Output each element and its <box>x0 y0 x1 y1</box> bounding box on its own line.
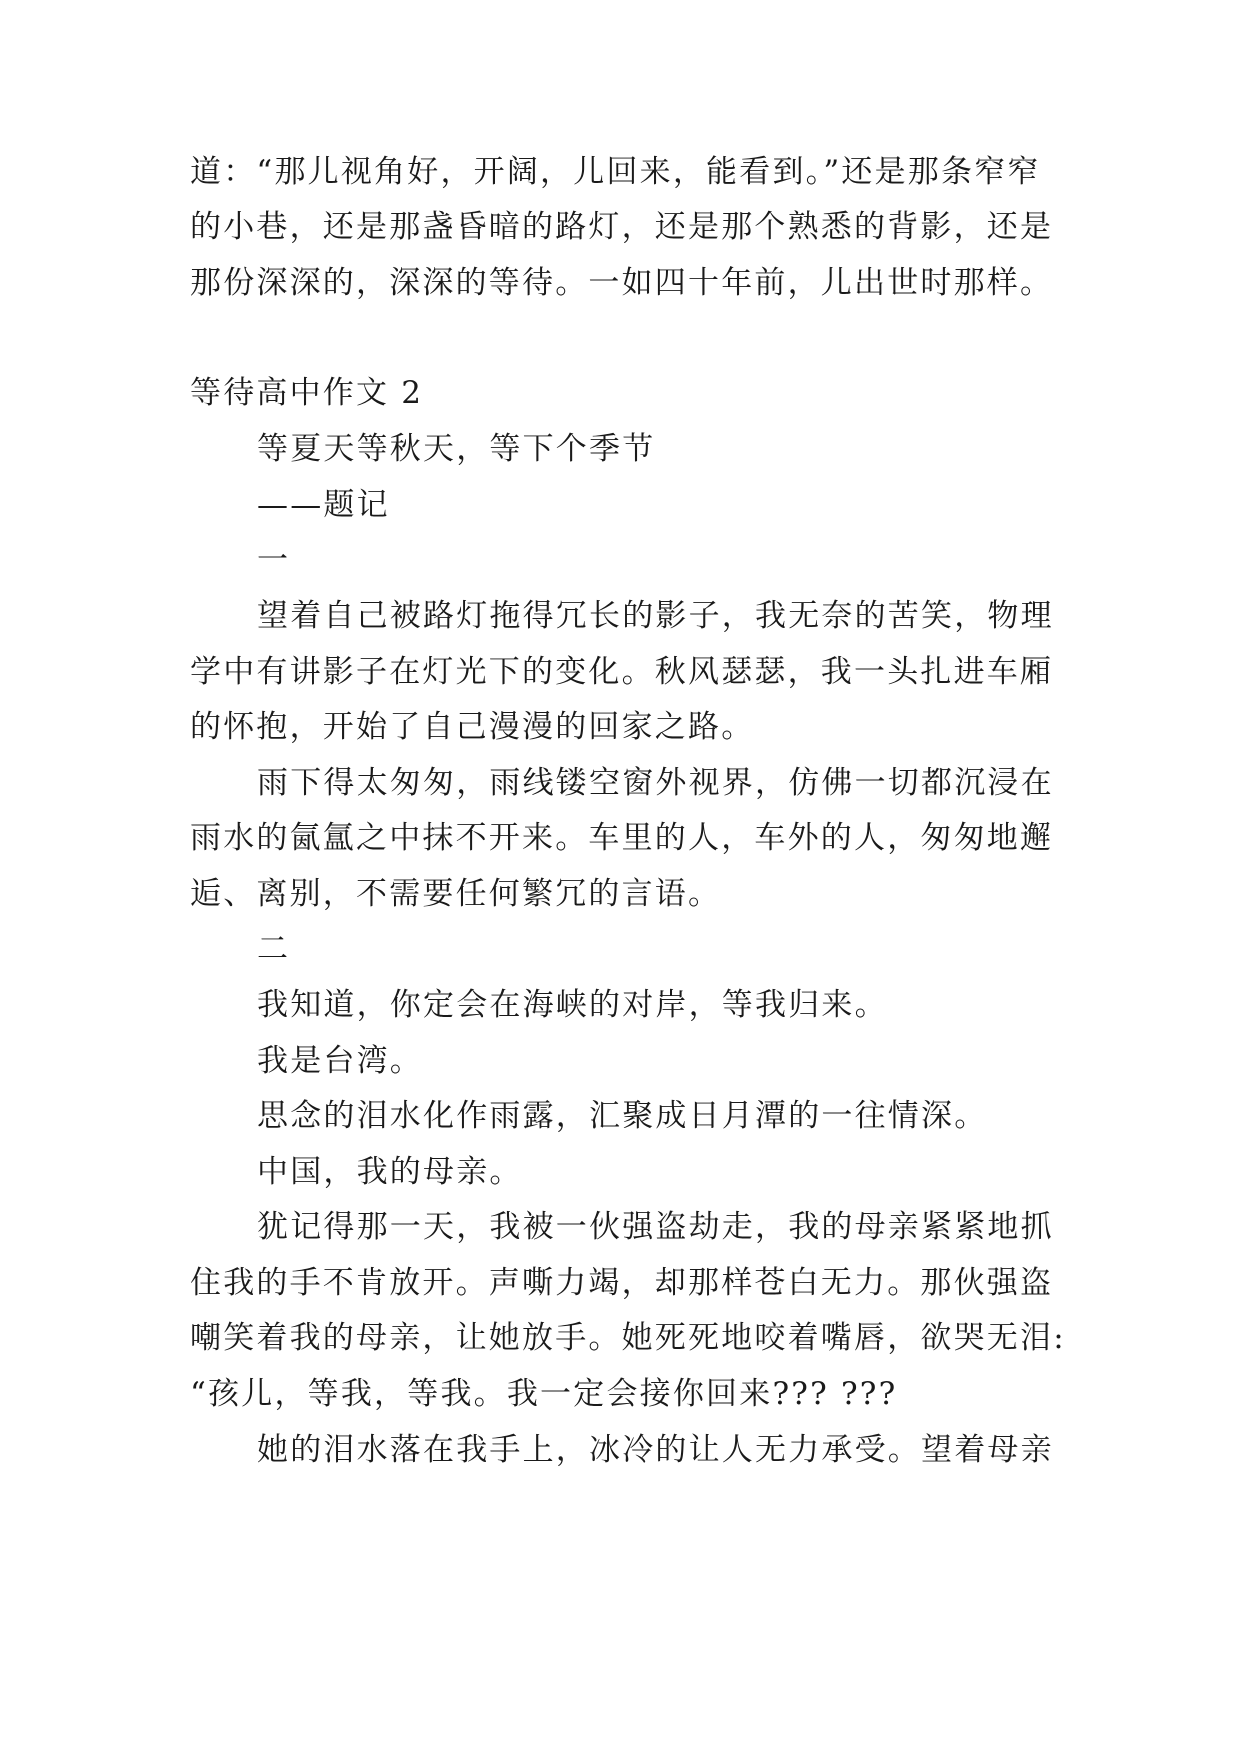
text-line: 她的泪水落在我手上，冰冷的让人无力承受。望着母亲 <box>257 1432 1054 1468</box>
text-line: 我知道，你定会在海峡的对岸，等我归来。 <box>257 987 888 1023</box>
text-line: 我是台湾。 <box>257 1043 423 1079</box>
text-line: 望着自己被路灯拖得冗长的影子，我无奈的苦笑，物理 <box>257 598 1054 634</box>
text-line: 那份深深的，深深的等待。一如四十年前，儿出世时那样。 <box>190 265 1054 301</box>
part-number: 二 <box>257 931 291 967</box>
epigraph-attribution: ——题记 <box>257 487 390 523</box>
text-line: “孩儿，等我，等我。我一定会接你回来??? ??? <box>190 1376 898 1412</box>
text-line: 中国，我的母亲。 <box>257 1154 523 1190</box>
text-line: 思念的泪水化作雨露，汇聚成日月潭的一往情深。 <box>257 1098 988 1134</box>
text-line: 道：“那儿视角好，开阔，儿回来，能看到。”还是那条窄窄 <box>190 154 1041 190</box>
text-line: 犹记得那一天，我被一伙强盗劫走，我的母亲紧紧地抓 <box>257 1209 1054 1245</box>
text-line: 的怀抱，开始了自己漫漫的回家之路。 <box>190 709 755 745</box>
section-heading: 等待高中作文 2 <box>190 375 424 411</box>
text-line: 住我的手不肯放开。声嘶力竭，却那样苍白无力。那伙强盗 <box>190 1265 1054 1301</box>
epigraph-line: 等夏天等秋天，等下个季节 <box>257 431 656 467</box>
text-line: 雨水的氤氲之中抹不开来。车里的人，车外的人，匆匆地邂 <box>190 820 1054 856</box>
text-line: 嘲笑着我的母亲，让她放手。她死死地咬着嘴唇，欲哭无泪: <box>190 1320 1066 1356</box>
text-line: 学中有讲影子在灯光下的变化。秋风瑟瑟，我一头扎进车厢 <box>190 654 1054 690</box>
text-line: 的小巷，还是那盏昏暗的路灯，还是那个熟悉的背影，还是 <box>190 209 1054 245</box>
text-line: 逅、离别，不需要任何繁冗的言语。 <box>190 876 722 912</box>
text-line: 雨下得太匆匆，雨线镂空窗外视界，仿佛一切都沉浸在 <box>257 765 1054 801</box>
part-number: 一 <box>257 542 291 578</box>
